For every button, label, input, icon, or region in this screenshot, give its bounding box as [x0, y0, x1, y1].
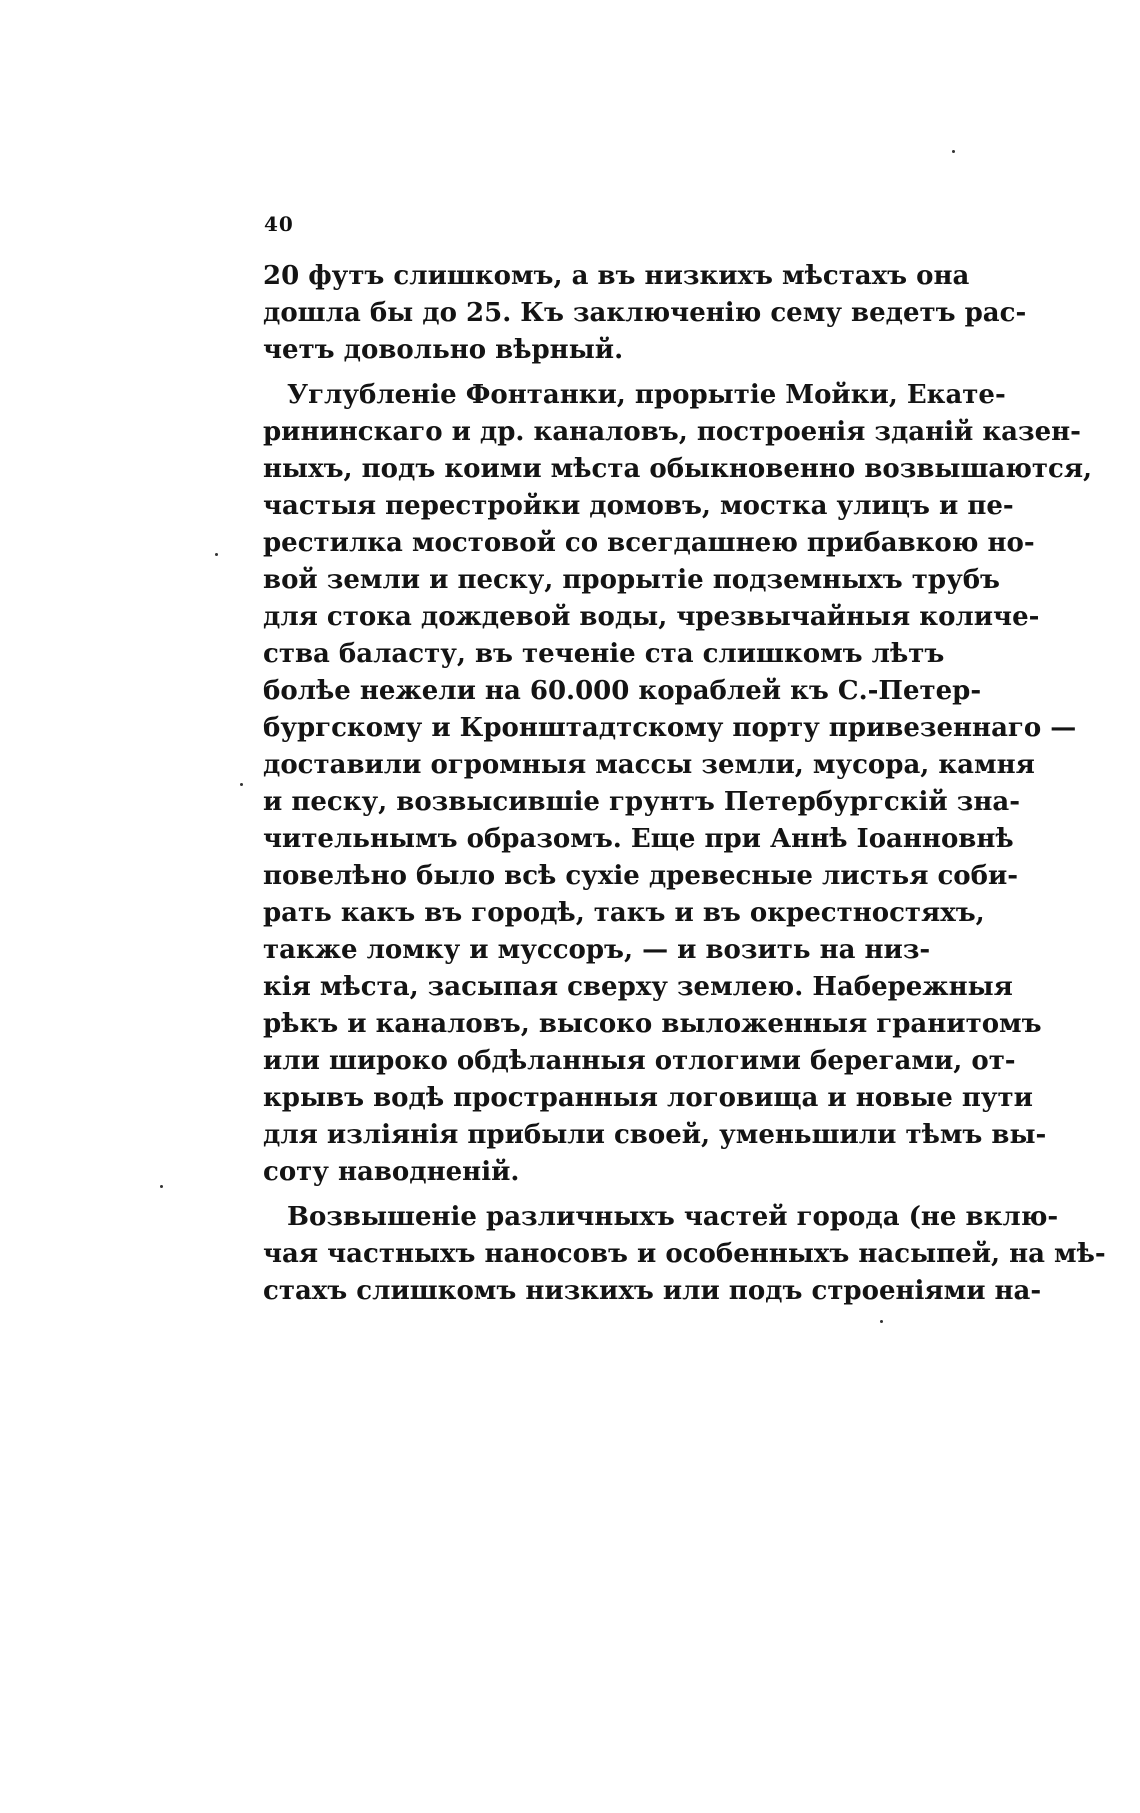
scan-speck: [215, 553, 218, 556]
scan-speck: [952, 150, 955, 153]
text-line: рать какъ въ городѣ, такъ и въ окрестностяхъ,: [263, 898, 985, 928]
text-line: Возвышеніе различныхъ частей города (не вклю-: [287, 1202, 1059, 1232]
body-text: [263, 258, 1106, 1310]
text-line: чая частныхъ наносовъ и особенныхъ насыпей, на мѣ-: [263, 1239, 1106, 1269]
scan-speck: [240, 783, 243, 786]
text-line: вой земли и песку, прорытіе подземныхъ трубъ: [263, 565, 1001, 595]
text-line: чительнымъ образомъ. Еще при Аннѣ Іоанновнѣ: [263, 824, 1014, 854]
scan-speck: [880, 1320, 883, 1323]
text-line: болѣе нежели на 60.000 кораблей къ С.-Петер-: [263, 676, 982, 706]
text-line: бургскому и Кронштадтскому порту привезеннаго —: [263, 713, 1077, 743]
text-line: четъ довольно вѣрный.: [263, 335, 624, 365]
paragraph-gap: [263, 1191, 888, 1199]
text-line: рѣкъ и каналовъ, высоко выложенныя гранитомъ: [263, 1009, 1042, 1039]
text-line: ства баласту, въ теченіе ста слишкомъ лѣтъ: [263, 639, 945, 669]
text-line: доставили огромныя массы земли, мусора, камня: [263, 750, 1035, 780]
text-line: кія мѣста, засыпая сверху землею. Набережныя: [263, 972, 1013, 1002]
text-line: 20 футъ слишкомъ, а въ низкихъ мѣстахъ она: [263, 261, 970, 291]
text-line: рестилка мостовой со всегдашнею прибавкою но-: [263, 528, 1035, 558]
text-line: стахъ слишкомъ низкихъ или подъ строеніями на-: [263, 1276, 1042, 1306]
scan-speck: [160, 1185, 163, 1188]
text-line: также ломку и муссоръ, — и возить на низ-: [263, 935, 931, 965]
page-number: 40: [264, 212, 294, 236]
text-line: для стока дождевой воды, чрезвычайныя количе-: [263, 602, 1040, 632]
text-line: ныхъ, подъ коими мѣста обыкновенно возвышаются,: [263, 454, 1093, 484]
text-line: рининскаго и др. каналовъ, построенія зданій казен-: [263, 417, 1081, 447]
text-line: частыя перестройки домовъ, мостка улицъ и пе-: [263, 491, 1014, 521]
text-line: повелѣно было всѣ сухіе древесные листья соби-: [263, 861, 1019, 891]
text-line: дошла бы до 25. Къ заключенію сему ведетъ рас-: [263, 298, 1027, 328]
text-line: крывъ водѣ пространныя логовища и новые пути: [263, 1083, 1033, 1113]
text-line: для изліянія прибыли своей, уменьшили тѣмъ вы-: [263, 1120, 1047, 1150]
text-line: или широко обдѣланныя отлогими берегами, от-: [263, 1046, 1016, 1076]
text-line: и песку, возвысившіе грунтъ Петербургскій зна-: [263, 787, 1020, 817]
paragraph-gap: [263, 369, 888, 377]
text-line: Углубленіе Фонтанки, прорытіе Мойки, Екате-: [287, 380, 1006, 410]
text-line: соту наводненій.: [263, 1157, 520, 1187]
